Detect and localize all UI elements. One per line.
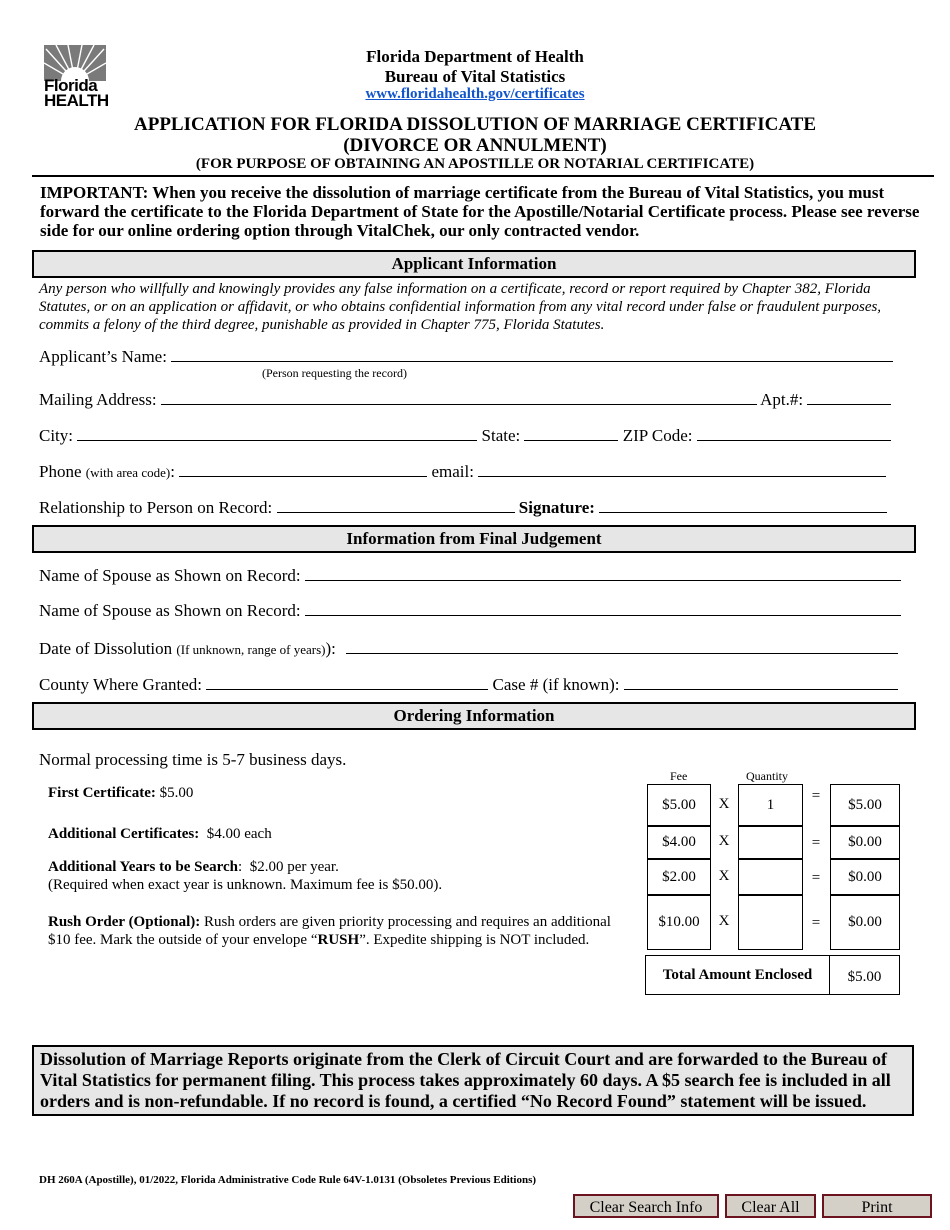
- applicant-name-note: (Person requesting the record): [262, 366, 407, 380]
- fee-cell: $5.00: [647, 784, 711, 827]
- footer-notice: Dissolution of Marriage Reports originate from the Clerk of Circuit Court and are forwarded to the Bureau of Vital Statistics for permanent filing. This process takes approximately 60 days. A $5 search fee is included in all orders and is non-refundable. If no record is found, a certified “No Record Found” statement will be issued.: [32, 1045, 914, 1116]
- state-field[interactable]: [524, 426, 618, 441]
- rush-order-label: Rush Order (Optional):: [48, 914, 201, 930]
- department-name: Florida Department of Health: [366, 47, 584, 66]
- applicant-name-row: [39, 347, 893, 367]
- case-label: Case # (if known):: [492, 675, 620, 694]
- signature-label: Signature:: [518, 498, 595, 517]
- equals-sign: =: [811, 835, 821, 851]
- processing-time: Normal processing time is 5-7 business days.: [39, 750, 347, 769]
- dissolution-date-note: (If unknown, range of years): [176, 642, 326, 657]
- additional-years-price: $2.00 per year.: [249, 859, 339, 875]
- applicant-name-field[interactable]: [171, 347, 893, 362]
- form-subtitle: (DIVORCE OR ANNULMENT): [343, 135, 607, 156]
- county-row: [39, 675, 898, 695]
- relationship-row: [39, 498, 887, 518]
- header-rule: [32, 175, 934, 177]
- phone-field[interactable]: [179, 462, 427, 477]
- relationship-field[interactable]: [277, 498, 515, 513]
- apt-field[interactable]: [807, 390, 891, 405]
- city-row: [39, 426, 891, 446]
- times-sign: X: [718, 796, 730, 812]
- additional-certificates-label: Additional Certificates:: [48, 826, 200, 842]
- zip-label: ZIP Code:: [622, 426, 693, 445]
- print-button[interactable]: Print: [822, 1194, 932, 1218]
- bureau-name: Bureau of Vital Statistics: [384, 67, 566, 86]
- additional-years-text: Additional Years to be Search: $2.00 per year.: [48, 859, 339, 875]
- quantity-input[interactable]: [738, 894, 803, 950]
- case-field[interactable]: [624, 675, 898, 690]
- additional-certificates-price: $4.00 each: [206, 826, 272, 842]
- phone-label: Phone: [39, 462, 82, 481]
- first-certificate-text: [48, 785, 193, 802]
- first-certificate-label: First Certificate:: [48, 785, 156, 801]
- spouse2-label: Name of Spouse as Shown on Record:: [39, 601, 301, 620]
- equals-sign: =: [811, 870, 821, 886]
- fee-column-header: Fee: [670, 769, 688, 783]
- fee-cell: $10.00: [647, 894, 711, 950]
- total-amount-label: Total Amount Enclosed: [645, 955, 830, 995]
- applicant-section-header: Applicant Information: [32, 250, 916, 278]
- line-total-cell: $0.00: [830, 858, 900, 896]
- additional-certificates-text: [48, 826, 272, 843]
- apt-label: Apt.#:: [760, 390, 804, 409]
- website-link[interactable]: www.floridahealth.gov/certificates: [365, 86, 585, 102]
- additional-years-note: (Required when exact year is unknown. Maximum fee is $50.00).: [48, 877, 443, 893]
- county-field[interactable]: [206, 675, 488, 690]
- email-label: email:: [431, 462, 474, 481]
- spouse1-label: Name of Spouse as Shown on Record:: [39, 566, 301, 585]
- quantity-input[interactable]: 1: [738, 784, 803, 827]
- dissolution-date-field[interactable]: [346, 639, 898, 654]
- relationship-label: Relationship to Person on Record:: [39, 498, 273, 517]
- email-field[interactable]: [478, 462, 886, 477]
- line-total-cell: $0.00: [830, 825, 900, 860]
- additional-years-label: Additional Years to be Search: [48, 859, 239, 875]
- rush-order-text: Rush Order (Optional): Rush orders are given priority processing and requires an additional $10 fee. Mark the outside of your envelope “RUSH”. Expedite shipping is NOT included.: [48, 914, 611, 948]
- spouse2-field[interactable]: [305, 601, 901, 616]
- website-link-wrap: [0, 86, 950, 103]
- city-label: City:: [39, 426, 74, 445]
- quantity-input[interactable]: [738, 825, 803, 860]
- clear-all-button[interactable]: Clear All: [725, 1194, 816, 1218]
- county-label: County Where Granted:: [39, 675, 203, 694]
- fee-cell: $4.00: [647, 825, 711, 860]
- clear-search-info-button[interactable]: Clear Search Info: [573, 1194, 719, 1218]
- judgement-section-header: Information from Final Judgement: [32, 525, 916, 553]
- times-sign: X: [718, 833, 730, 849]
- mailing-address-label: Mailing Address:: [39, 390, 157, 409]
- spouse2-row: [39, 601, 901, 621]
- equals-sign: =: [811, 915, 821, 931]
- signature-field[interactable]: [599, 498, 887, 513]
- phone-row: Phone (with area code): email:: [39, 462, 886, 482]
- times-sign: X: [718, 868, 730, 884]
- dissolution-date-row: Date of Dissolution (If unknown, range of years)):: [39, 639, 898, 659]
- zip-field[interactable]: [697, 426, 891, 441]
- false-information-warning: Any person who willfully and knowingly provides any false information on a certificate, record or report required by Chapter 382, Florida Statutes, or on an application or affidavit, or who obtains confidential information from any vital record under false or fraudulent purposes, commits a felony of the third degree, punishable as provided in Chapter 775, Florida Statutes.: [39, 281, 882, 333]
- quantity-input[interactable]: [738, 858, 803, 896]
- logo-text: Florida HEALTH: [44, 76, 109, 110]
- phone-note: (with area code): [85, 465, 171, 480]
- important-notice: IMPORTANT: When you receive the dissolution of marriage certificate from the Bureau of Vital Statistics, you must forward the certificate to the Florida Department of State for the Apostille/Notarial Certificate process. Please see reverse side for our online ordering option through VitalChek, our only contracted vendor.: [40, 183, 920, 240]
- ordering-section-header: Ordering Information: [32, 702, 916, 730]
- city-field[interactable]: [77, 426, 477, 441]
- applicant-name-label: Applicant’s Name:: [39, 347, 167, 366]
- equals-sign: =: [811, 788, 821, 804]
- dissolution-date-label: Date of Dissolution: [39, 639, 173, 658]
- total-amount-value: $5.00: [829, 955, 900, 995]
- quantity-column-header: Quantity: [746, 769, 788, 783]
- spouse1-row: [39, 566, 901, 586]
- line-total-cell: $5.00: [830, 784, 900, 827]
- fee-cell: $2.00: [647, 858, 711, 896]
- first-certificate-price: $5.00: [159, 785, 194, 801]
- form-purpose: (FOR PURPOSE OF OBTAINING AN APOSTILLE OR NOTARIAL CERTIFICATE): [195, 156, 755, 172]
- form-title: APPLICATION FOR FLORIDA DISSOLUTION OF MARRIAGE CERTIFICATE: [134, 114, 816, 135]
- line-total-cell: $0.00: [830, 894, 900, 950]
- form-id: DH 260A (Apostille), 01/2022, Florida Administrative Code Rule 64V-1.0131 (Obsoletes Previous Editions): [39, 1174, 537, 1186]
- state-label: State:: [481, 426, 521, 445]
- spouse1-field[interactable]: [305, 566, 901, 581]
- times-sign: X: [718, 913, 730, 929]
- mailing-address-row: [39, 390, 891, 410]
- mailing-address-field[interactable]: [161, 390, 757, 405]
